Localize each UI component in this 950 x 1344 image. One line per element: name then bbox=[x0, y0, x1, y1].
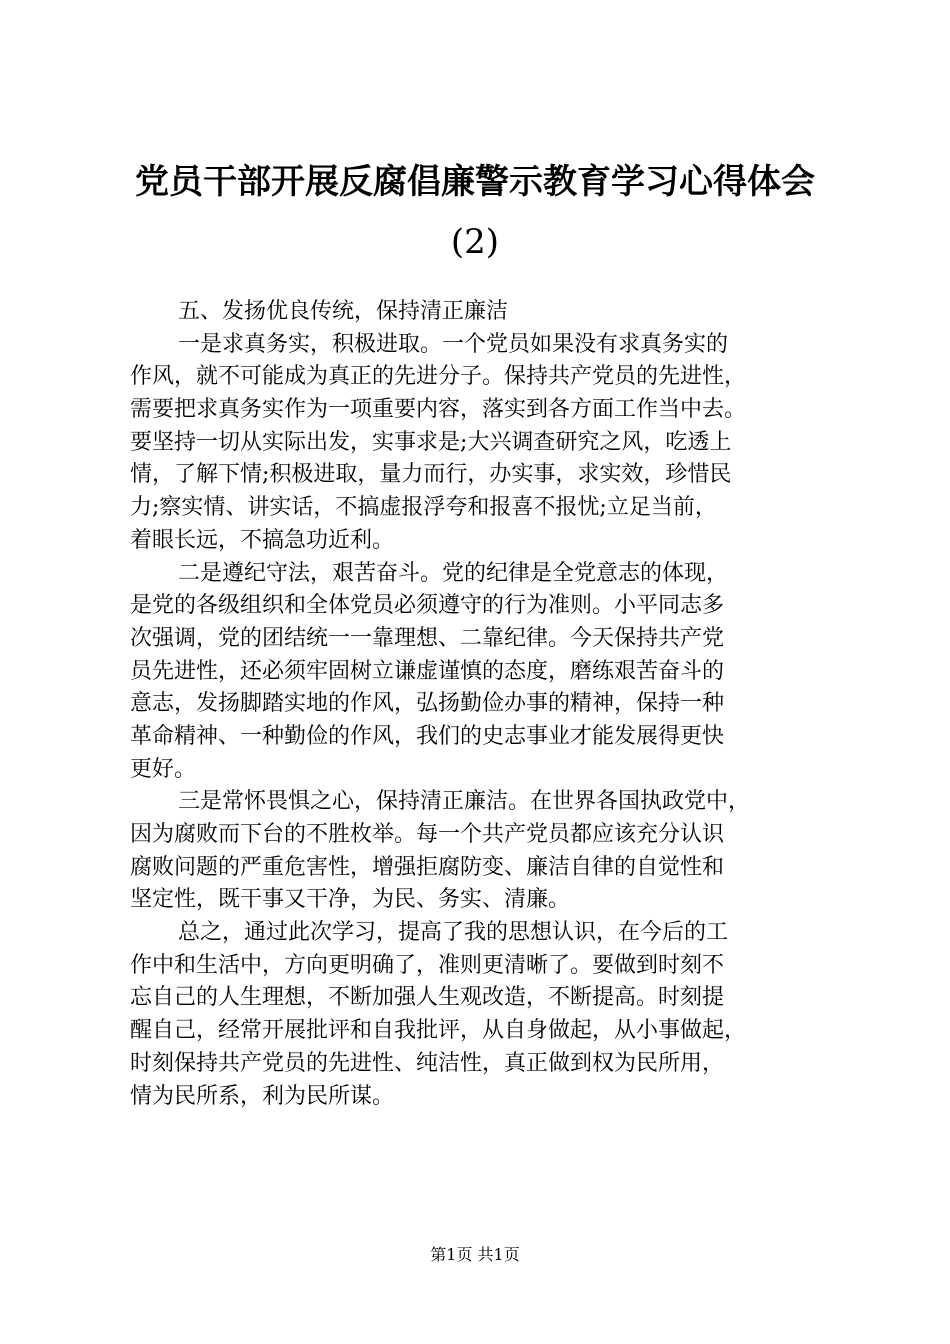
paragraph-2-line: 员先进性，还必须牢固树立谦虚谨慎的态度，磨练艰苦奋斗的 bbox=[130, 658, 725, 684]
paragraph-4-line: 作中和生活中，方向更明确了，准则更清晰了。要做到时刻不 bbox=[130, 952, 725, 978]
paragraph-3-line: 坚定性，既干事又干净，为民、务实、清廉。 bbox=[130, 887, 571, 913]
paragraph-1-line: 力;察实情、讲实话，不搞虚报浮夸和报喜不报忧;立足当前， bbox=[130, 495, 717, 521]
paragraph-4-line: 时刻保持共产党员的先进性、纯洁性，真正做到权为民所用， bbox=[130, 1050, 725, 1076]
paragraph-1-line: 着眼长远，不搞急功近利。 bbox=[130, 527, 395, 553]
section-heading: 五、发扬优良传统，保持清正廉洁 bbox=[178, 299, 509, 324]
paragraph-3-line: 腐败问题的严重危害性，增强拒腐防变、廉洁自律的自觉性和 bbox=[130, 854, 725, 880]
paragraph-1-line: 情，了解下情;积极进取，量力而行，办实事，求实效，珍惜民 bbox=[130, 462, 732, 488]
paragraph-1-line: 要坚持一切从实际出发，实事求是;大兴调查研究之风，吃透上 bbox=[130, 429, 732, 455]
body-text bbox=[130, 296, 830, 1113]
paragraph-3-line: 三是常怀畏惧之心，保持清正廉洁。在世界各国执政党中， bbox=[178, 789, 751, 815]
page-title: 党员干部开展反腐倡廉警示教育学习心得体会 bbox=[135, 162, 815, 202]
paragraph-2-line: 是党的各级组织和全体党员必须遵守的行为准则。小平同志多 bbox=[130, 593, 725, 619]
paragraph-2-line: 革命精神、一种勤俭的作风，我们的史志事业才能发展得更快 bbox=[130, 723, 725, 749]
page-footer: 第1页 共1页 bbox=[430, 1245, 520, 1264]
paragraph-4-line: 醒自己，经常开展批评和自我批评，从自身做起，从小事做起， bbox=[130, 1018, 747, 1044]
paragraph-2-line: 意志，发扬脚踏实地的作风，弘扬勤俭办事的精神，保持一种 bbox=[130, 691, 725, 717]
paragraph-2-line: 二是遵纪守法，艰苦奋斗。党的纪律是全党意志的体现， bbox=[178, 560, 729, 586]
paragraph-4-line: 总之，通过此次学习，提高了我的思想认识，在今后的工 bbox=[178, 920, 729, 946]
paragraph-1-line: 作风，就不可能成为真正的先进分子。保持共产党员的先进性， bbox=[130, 364, 747, 390]
paragraph-2-line: 次强调，党的团结统一一靠理想、二靠纪律。今天保持共产党 bbox=[130, 625, 725, 651]
paragraph-3-line: 因为腐败而下台的不胜枚举。每一个共产党员都应该充分认识 bbox=[130, 822, 725, 847]
paragraph-2-line: 更好。 bbox=[130, 756, 197, 782]
page-title-continuation: (2) bbox=[450, 222, 500, 262]
paragraph-4-line: 情为民所系，利为民所谋。 bbox=[130, 1083, 395, 1109]
paragraph-1-line: 需要把求真务实作为一项重要内容，落实到各方面工作当中去。 bbox=[130, 397, 747, 423]
paragraph-1-line: 一是求真务实，积极进取。一个党员如果没有求真务实的 bbox=[178, 331, 729, 357]
paragraph-4-line: 忘自己的人生理想，不断加强人生观改造，不断提高。时刻提 bbox=[130, 985, 725, 1011]
